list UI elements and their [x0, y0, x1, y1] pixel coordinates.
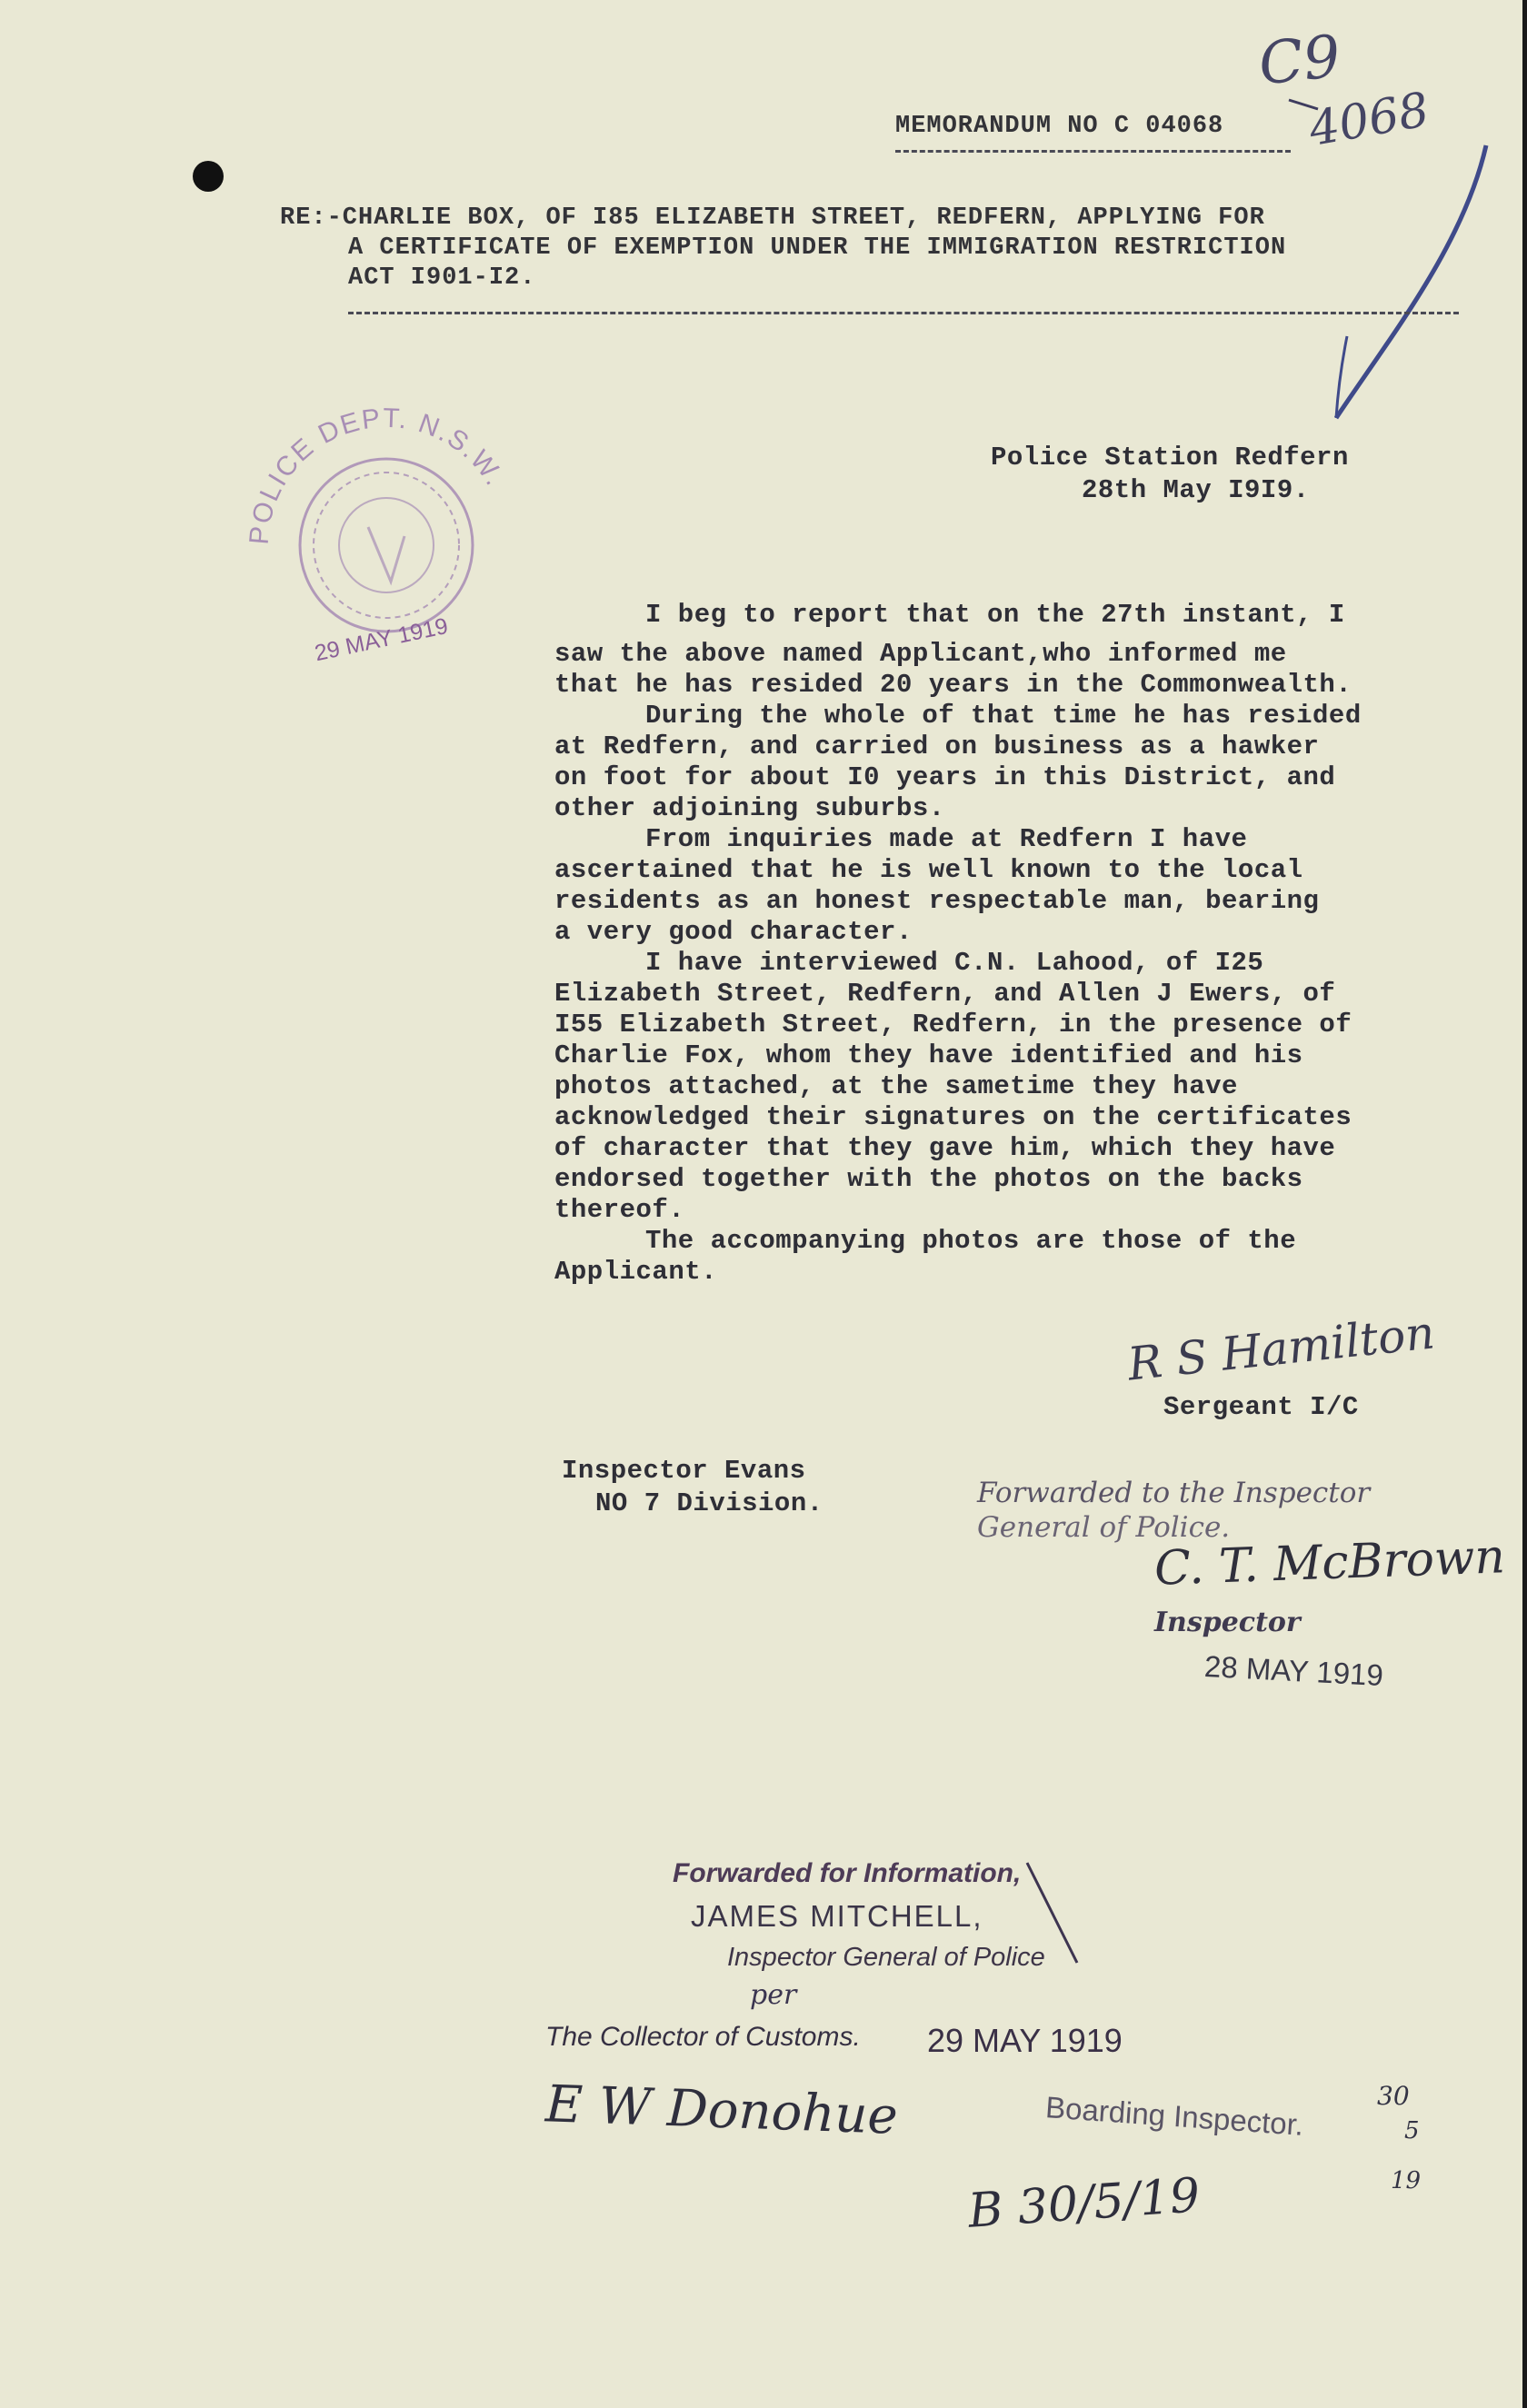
boarding-date-top: 30 [1377, 2081, 1410, 2111]
boarding-signature: E W Donohue [544, 2075, 899, 2146]
body-line: I have interviewed C.N. Lahood, of I25 [645, 948, 1264, 978]
ig-stamp-date: 29 MAY 1919 [927, 2022, 1123, 2059]
ig-stamp-line-2: JAMES MITCHELL, [691, 1899, 983, 1933]
addressee-line-1: Inspector Evans [562, 1456, 806, 1486]
dept-stamp-date: 29 MAY 1919 [312, 612, 451, 667]
ig-stamp-per: per [750, 1979, 797, 2011]
body-line: thereof. [554, 1195, 685, 1225]
inspector-title: Inspector [1154, 1607, 1301, 1638]
body-line: I beg to report that on the 27th instant, I [645, 600, 1345, 630]
ig-stamp-line-1: Forwarded for Information, [673, 1858, 1022, 1888]
addressee-line-2: NO 7 Division. [595, 1488, 823, 1518]
body-line: Charlie Fox, whom they have identified and his [554, 1040, 1303, 1070]
boarding-initials: B 30/5/19 [966, 2168, 1202, 2239]
ig-stamp-stroke [1023, 1854, 1086, 1972]
body-line: The accompanying photos are those of the [645, 1226, 1297, 1256]
body-line: residents as an honest respectable man, bearing [554, 886, 1320, 916]
station-place: Police Station Redfern [991, 443, 1349, 473]
inspector-signature: C. T. McBrown [1153, 1529, 1506, 1597]
ink-slash-mark [1282, 91, 1500, 436]
handwritten-ref-top: C9 [1255, 23, 1344, 99]
body-line: on foot for about I0 years in this District, and [554, 762, 1336, 792]
body-line: ascertained that he is well known to the local [554, 855, 1303, 885]
body-line: Applicant. [554, 1257, 718, 1287]
body-line: endorsed together with the photos on the backs [554, 1164, 1303, 1194]
ig-stamp-line-3: Inspector General of Police [727, 1943, 1045, 1972]
stamp-arc-text: POLICE DEPT. N.S.W. [244, 403, 511, 546]
body-line: I55 Elizabeth Street, Redfern, in the presence of [554, 1010, 1352, 1040]
ig-stamp-collector: The Collector of Customs. [545, 2022, 861, 2052]
body-line: acknowledged their signatures on the certificates [554, 1102, 1352, 1132]
body-line: photos attached, at the sametime they have [554, 1071, 1238, 1101]
body-line: saw the above named Applicant,who informed me [554, 639, 1287, 669]
body-line: a very good character. [554, 917, 913, 947]
body-line: During the whole of that time he has resided [645, 701, 1362, 731]
subject-line-2: A CERTIFICATE OF EXEMPTION UNDER THE IMMIGRATION RESTRICTION [348, 234, 1287, 262]
boarding-date-bottom: 19 [1391, 2167, 1422, 2194]
sergeant-signature: R S Hamilton [1124, 1306, 1438, 1391]
punch-hole [193, 161, 224, 192]
forwarded-line-2: General of Police. [977, 1511, 1231, 1544]
subject-line-1: RE:-CHARLIE BOX, OF I85 ELIZABETH STREET, REDFERN, APPLYING FOR [280, 204, 1265, 232]
body-line: From inquiries made at Redfern I have [645, 824, 1248, 854]
body-line: that he has resided 20 years in the Commonwealth. [554, 670, 1352, 700]
forwarded-line-1: Forwarded to the Inspector [977, 1477, 1371, 1509]
subject-line-3: ACT I901-I2. [348, 264, 536, 292]
inspector-date-stamp: 28 MAY 1919 [1203, 1648, 1384, 1693]
memo-number: MEMORANDUM NO C 04068 [895, 113, 1224, 140]
boarding-date-mid: 5 [1404, 2117, 1420, 2144]
memo-number-underline [895, 150, 1291, 153]
body-line: other adjoining suburbs. [554, 793, 945, 823]
station-date: 28th May I9I9. [1082, 475, 1310, 505]
body-line: of character that they gave him, which they have [554, 1133, 1336, 1163]
sergeant-rank: Sergeant I/C [1163, 1392, 1359, 1422]
body-line: Elizabeth Street, Redfern, and Allen J Ewers, of [554, 979, 1336, 1009]
boarding-inspector-stamp: Boarding Inspector. [1044, 2090, 1305, 2142]
subject-underline [348, 312, 1459, 314]
handwritten-ref-bottom: 4068 [1304, 82, 1433, 158]
body-line: at Redfern, and carried on business as a hawker [554, 731, 1320, 761]
